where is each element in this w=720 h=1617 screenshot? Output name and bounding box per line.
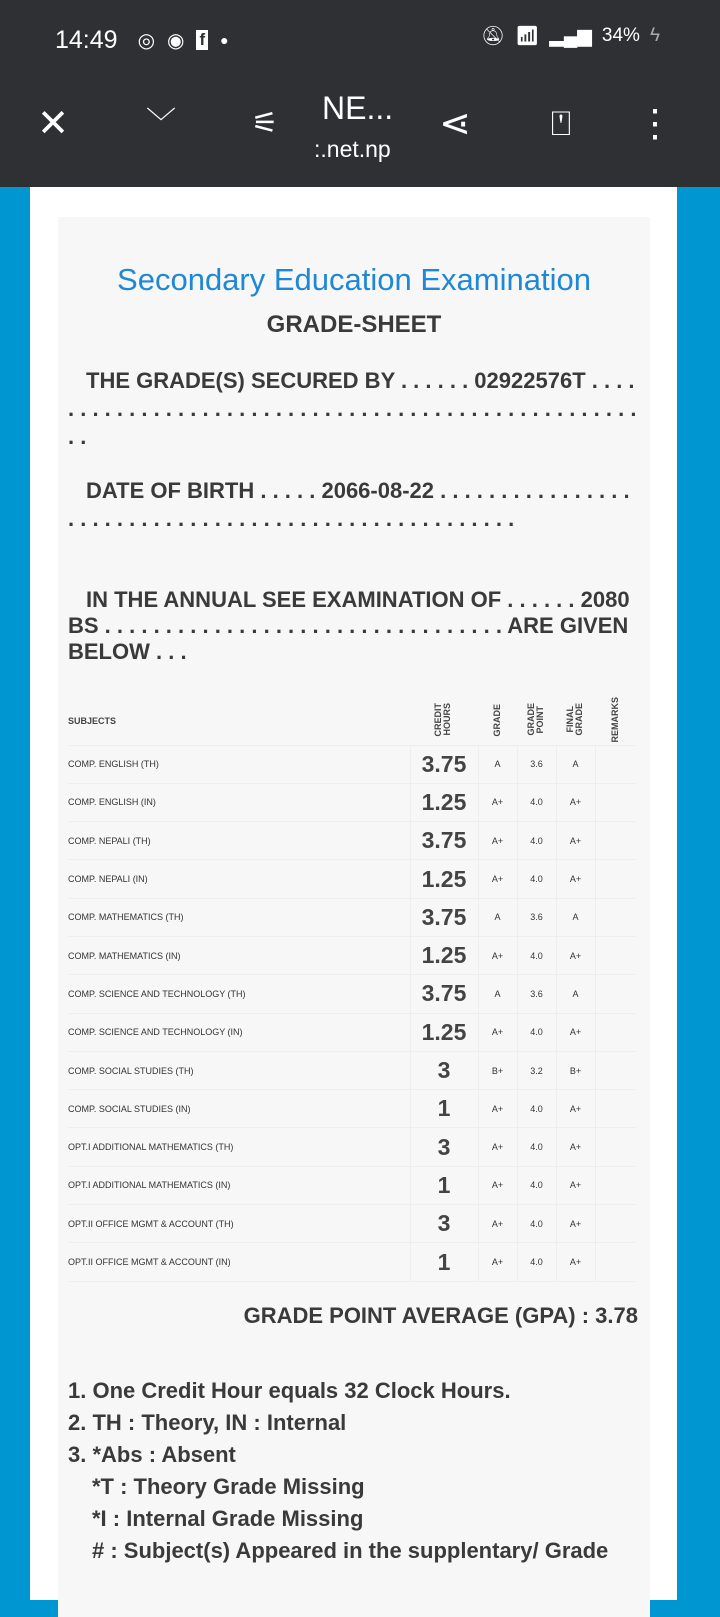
grade-cell: A+ <box>478 1013 517 1051</box>
grade-point-cell: 3.6 <box>517 975 556 1013</box>
grade-cell: A+ <box>478 1166 517 1204</box>
subject-cell: COMP. ENGLISH (IN) <box>68 783 410 821</box>
grade-point-cell: 4.0 <box>517 822 556 860</box>
remarks-cell <box>595 1243 636 1281</box>
chevron-down-icon[interactable]: ﹀ <box>146 107 176 140</box>
col-credit-hours: CREDIT HOURS <box>433 703 452 737</box>
more-options-icon[interactable]: ⋮ <box>636 103 674 145</box>
grade-point-cell: 3.6 <box>517 898 556 936</box>
grade-cell: A+ <box>478 1205 517 1243</box>
grade-cell: A+ <box>478 783 517 821</box>
grade-cell: A <box>478 745 517 783</box>
remarks-cell <box>595 1166 636 1204</box>
remarks-cell <box>595 975 636 1013</box>
grade-cell: A+ <box>478 1128 517 1166</box>
note: 2. TH : Theory, IN : Internal <box>68 1410 347 1435</box>
credit-hours-cell: 3.75 <box>410 975 478 1013</box>
final-grade-cell: A+ <box>556 937 595 975</box>
grade-cell: A <box>478 898 517 936</box>
gpa: GRADE POINT AVERAGE (GPA) : 3.78 <box>243 1303 638 1328</box>
final-grade-cell: A <box>556 975 595 1013</box>
final-grade-cell: A+ <box>556 1090 595 1128</box>
note: 3. *Abs : Absent <box>68 1442 236 1467</box>
subject-cell: COMP. MATHEMATICS (IN) <box>68 937 410 975</box>
credit-hours-cell: 3 <box>410 1051 478 1089</box>
exam-year: IN THE ANNUAL SEE EXAMINATION OF . . . . . . 2080 BS . . . . . . . . . . . . . . . . . . . . . . . . . . . . . . . . . ARE GIVEN BELOW . . . <box>68 587 630 664</box>
grade-cell: A+ <box>478 1243 517 1281</box>
credit-hours-cell: 3.75 <box>410 745 478 783</box>
table-row <box>68 745 636 783</box>
instagram-icon: ◎ <box>137 29 156 52</box>
table-row <box>68 1013 636 1051</box>
note: *T : Theory Grade Missing <box>92 1474 365 1499</box>
table-header <box>68 697 636 745</box>
grade-sheet <box>58 217 650 1617</box>
table-row <box>68 937 636 975</box>
subject-cell: COMP. SOCIAL STUDIES (TH) <box>68 1051 410 1089</box>
subject-cell: OPT.II OFFICE MGMT & ACCOUNT (TH) <box>68 1205 410 1243</box>
page-content <box>30 187 677 1600</box>
grade-point-cell: 4.0 <box>517 1090 556 1128</box>
grade-point-cell: 3.6 <box>517 745 556 783</box>
remarks-cell <box>595 1128 636 1166</box>
subject-cell: OPT.I ADDITIONAL MATHEMATICS (TH) <box>68 1128 410 1166</box>
system-and-browser-bar <box>0 0 720 187</box>
table-row <box>68 822 636 860</box>
table-row <box>68 1051 636 1089</box>
credit-hours-cell: 3.75 <box>410 898 478 936</box>
note: *I : Internal Grade Missing <box>92 1506 364 1531</box>
table-row <box>68 783 636 821</box>
browser-toolbar <box>0 90 720 165</box>
credit-hours-cell: 3 <box>410 1205 478 1243</box>
final-grade-cell: A+ <box>556 860 595 898</box>
grade-point-cell: 4.0 <box>517 937 556 975</box>
col-final-grade: FINAL GRADE <box>564 703 584 737</box>
table-row <box>68 898 636 936</box>
grade-point-cell: 4.0 <box>517 1128 556 1166</box>
notes <box>68 1375 608 1567</box>
grade-point-cell: 4.0 <box>517 1243 556 1281</box>
remarks-cell <box>595 860 636 898</box>
page-title: NE... <box>322 90 394 126</box>
col-subjects: SUBJECTS <box>68 697 410 745</box>
table-row <box>68 1090 636 1128</box>
credit-hours-cell: 3 <box>410 1128 478 1166</box>
grade-cell: B+ <box>478 1051 517 1089</box>
grade-point-cell: 4.0 <box>517 1013 556 1051</box>
final-grade-cell: A+ <box>556 1013 595 1051</box>
grade-point-cell: 4.0 <box>517 1166 556 1204</box>
table-row <box>68 975 636 1013</box>
credit-hours-cell: 1 <box>410 1243 478 1281</box>
site-settings-icon[interactable]: ⚟ <box>251 107 279 140</box>
remarks-cell <box>595 937 636 975</box>
table-row <box>68 860 636 898</box>
date-of-birth: DATE OF BIRTH . . . . . 2066-08-22 . . . . . . . . . . . . . . . . . . . . . . . . . . . . . . . . . . . . . . . . . . . . . . . . . . . . . <box>68 478 630 531</box>
grade-point-cell: 4.0 <box>517 860 556 898</box>
credit-hours-cell: 1 <box>410 1090 478 1128</box>
credit-hours-cell: 1.25 <box>410 937 478 975</box>
dot-icon: ● <box>220 32 229 48</box>
col-remarks: REMARKS <box>610 697 620 743</box>
grades-table <box>68 697 636 1282</box>
bookmark-icon[interactable]: ⍞ <box>550 105 572 143</box>
remarks-cell <box>595 1090 636 1128</box>
wifi-icon: 📶︎ <box>515 26 540 47</box>
subject-cell: COMP. SCIENCE AND TECHNOLOGY (IN) <box>68 1013 410 1051</box>
table-row <box>68 1128 636 1166</box>
col-grade: GRADE <box>492 703 502 737</box>
remarks-cell <box>595 1205 636 1243</box>
col-grade-point: GRADE POINT <box>525 703 545 737</box>
subject-cell: COMP. NEPALI (TH) <box>68 822 410 860</box>
final-grade-cell: B+ <box>556 1051 595 1089</box>
clock: 14:49 <box>55 25 118 54</box>
grade-sheet-title: GRADE-SHEET <box>266 311 442 338</box>
exam-heading: Secondary Education Examination <box>117 262 591 297</box>
page-url[interactable]: :.net.np <box>314 136 391 162</box>
credit-hours-cell: 3.75 <box>410 822 478 860</box>
close-icon[interactable]: ✕ <box>37 103 69 145</box>
subject-cell: OPT.II OFFICE MGMT & ACCOUNT (IN) <box>68 1243 410 1281</box>
final-grade-cell: A <box>556 898 595 936</box>
final-grade-cell: A+ <box>556 1205 595 1243</box>
table-row <box>68 1166 636 1204</box>
grade-point-cell: 4.0 <box>517 783 556 821</box>
subject-cell: COMP. MATHEMATICS (TH) <box>68 898 410 936</box>
final-grade-cell: A+ <box>556 783 595 821</box>
final-grade-cell: A+ <box>556 822 595 860</box>
grade-point-cell: 3.2 <box>517 1051 556 1089</box>
grade-cell: A+ <box>478 1090 517 1128</box>
subject-cell: COMP. SOCIAL STUDIES (IN) <box>68 1090 410 1128</box>
grade-cell: A+ <box>478 937 517 975</box>
note: 1. One Credit Hour equals 32 Clock Hours. <box>68 1378 511 1403</box>
note: # : Subject(s) Appeared in the supplentary/ Grade <box>92 1538 609 1563</box>
remarks-cell <box>595 898 636 936</box>
mute-icon: 🔕︎ <box>480 26 506 47</box>
subject-cell: COMP. SCIENCE AND TECHNOLOGY (TH) <box>68 975 410 1013</box>
messenger-icon: ◉ <box>167 29 185 52</box>
facebook-icon: f <box>196 30 208 50</box>
grade-cell: A <box>478 975 517 1013</box>
credit-hours-cell: 1.25 <box>410 860 478 898</box>
grade-cell: A+ <box>478 822 517 860</box>
grade-cell: A+ <box>478 860 517 898</box>
grade-point-cell: 4.0 <box>517 1205 556 1243</box>
subject-cell: OPT.I ADDITIONAL MATHEMATICS (IN) <box>68 1166 410 1204</box>
signal-icon: ▂▄▆ <box>549 25 592 47</box>
remarks-cell <box>595 1051 636 1089</box>
remarks-cell <box>595 1013 636 1051</box>
subject-cell: COMP. ENGLISH (TH) <box>68 745 410 783</box>
secured-by: THE GRADE(S) SECURED BY . . . . . . 02922576T . . . . . . . . . . . . . . . . . . . . . . . . . . . . . . . . . . . . . . . . . . . . . . . . . . . . . <box>68 368 637 449</box>
final-grade-cell: A+ <box>556 1243 595 1281</box>
final-grade-cell: A+ <box>556 1166 595 1204</box>
credit-hours-cell: 1 <box>410 1166 478 1204</box>
final-grade-cell: A+ <box>556 1128 595 1166</box>
table-row <box>68 1243 636 1281</box>
credit-hours-cell: 1.25 <box>410 783 478 821</box>
battery-level: 34% <box>601 25 640 46</box>
table-row <box>68 1205 636 1243</box>
subject-cell: COMP. NEPALI (IN) <box>68 860 410 898</box>
status-bar <box>55 24 660 56</box>
remarks-cell <box>595 745 636 783</box>
share-icon[interactable]: ⋖ <box>439 103 471 145</box>
credit-hours-cell: 1.25 <box>410 1013 478 1051</box>
final-grade-cell: A <box>556 745 595 783</box>
remarks-cell <box>595 783 636 821</box>
charging-icon: ϟ <box>649 25 660 46</box>
remarks-cell <box>595 822 636 860</box>
